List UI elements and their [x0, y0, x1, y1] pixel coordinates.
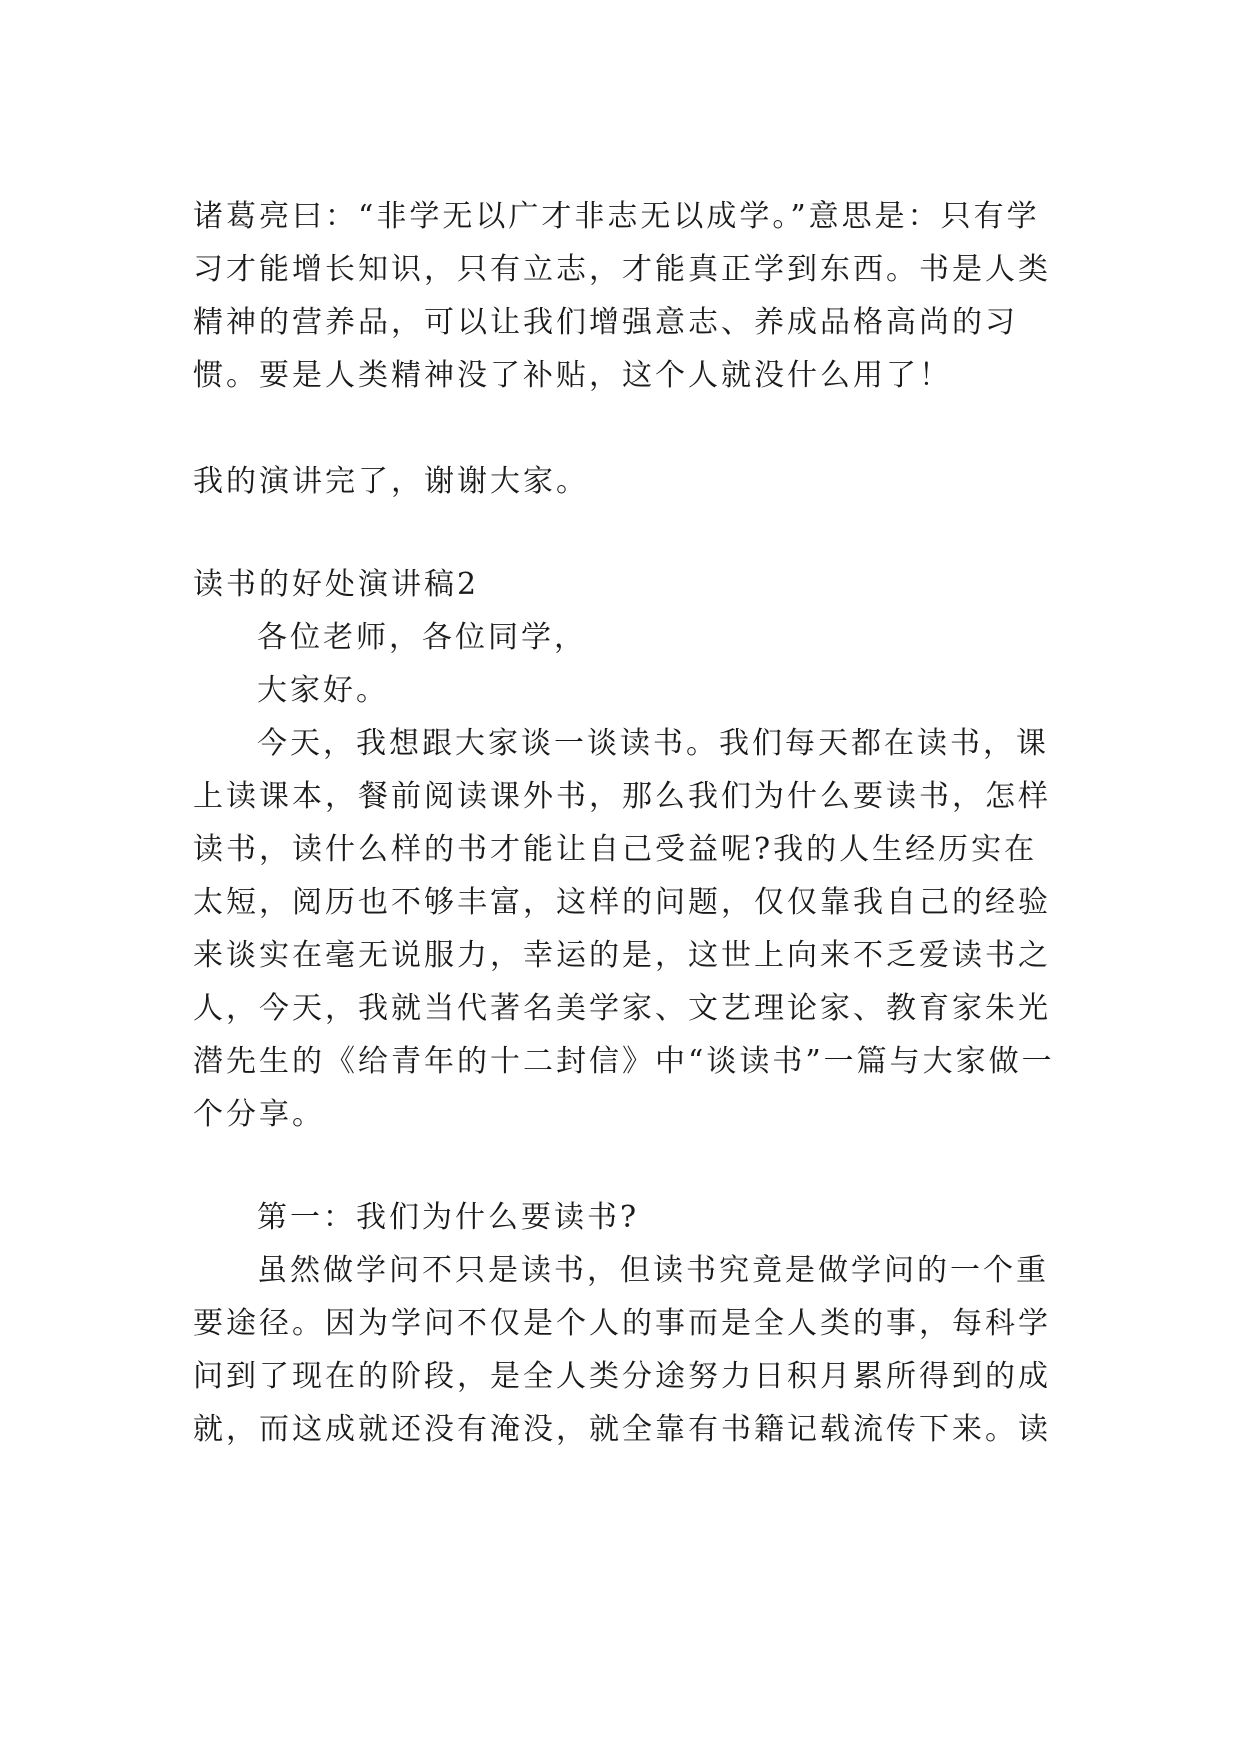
greeting-audience: 各位老师，各位同学， — [257, 620, 587, 655]
greeting-hello: 大家好。 — [257, 673, 389, 708]
paragraph-reason: 虽然做学问不只是读书，但读书究竟是做学问的一个重要途径。因为学问不仅是个人的事而是全人类的事，每科学问到了现在的阶段，是全人类分途努力日积月累所得到的成就，而这成就还没有淹没，就全靠有书籍记载流传下来。读 — [193, 1253, 1051, 1447]
paragraph-today: 今天，我想跟大家谈一谈读书。我们每天都在读书，课上读课本，餐前阅读课外书，那么我们为什么要读书，怎样读书，读什么样的书才能让自己受益呢?我的人生经历实在太短，阅历也不够丰富，这样的问题，仅仅靠我自己的经验来谈实在毫无说服力，幸运的是，这世上向来不乏爱读书之人，今天，我就当代著名美学家、文艺理论家、教育家朱光潜先生的《给青年的十二封信》中“谈读书”一篇与大家做一个分享。 — [193, 726, 1055, 1132]
paragraph-quote: 诸葛亮曰：“非学无以广才非志无以成学。”意思是：只有学习才能增长知识，只有立志，才能真正学到东西。书是人类精神的营养品，可以让我们增强意志、养成品格高尚的习惯。要是人类精神没了补贴，这个人就没什么用了！ — [193, 199, 1051, 393]
section-first-question: 第一：我们为什么要读书? — [257, 1200, 640, 1235]
section-heading: 读书的好处演讲稿2 — [193, 567, 480, 602]
closing-line: 我的演讲完了，谢谢大家。 — [193, 464, 589, 499]
